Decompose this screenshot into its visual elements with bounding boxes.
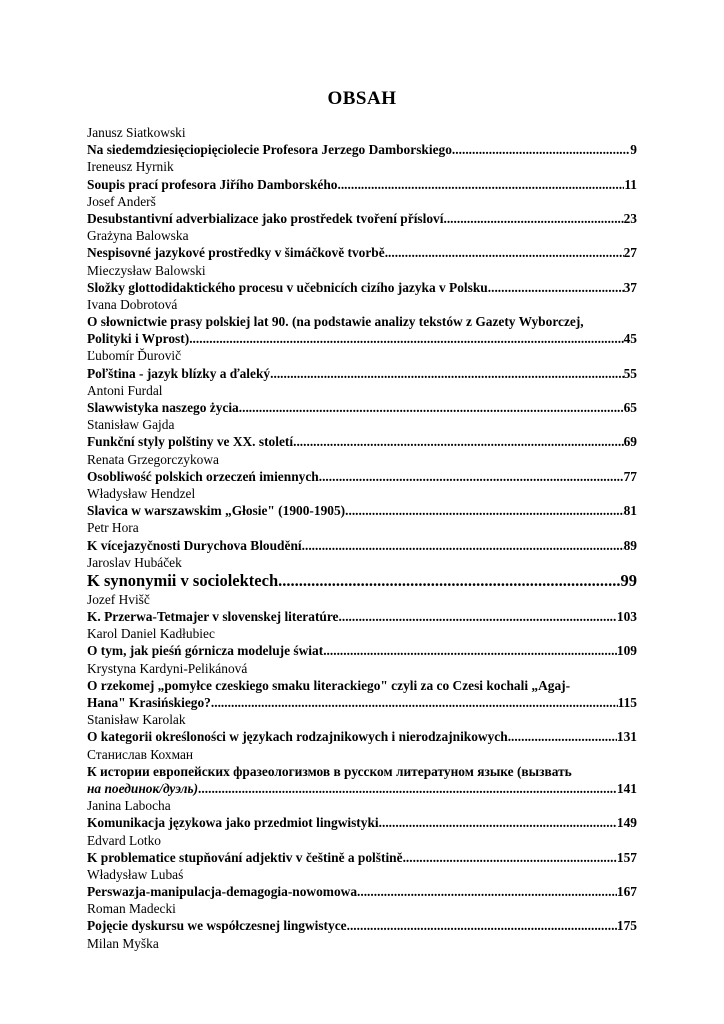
toc-entry-title: K vícejazyčnosti Durychova Bloudění — [87, 537, 302, 553]
toc-entry-title: Perswazja-manipulacja-demagogia-nowomowa — [87, 884, 358, 900]
dot-leader — [319, 468, 624, 485]
toc-entry-title: K synonymii v sociolektech — [87, 570, 279, 590]
toc-entry-title: Pojęcie dyskursu we współczesnej lingwistyce — [87, 918, 347, 934]
toc-entry-title: K. Przerwa-Tetmajer v slovenskej literatúre — [87, 609, 339, 625]
toc-entry[interactable] — [87, 279, 637, 296]
toc-page-number: 89 — [623, 537, 637, 553]
toc-entry[interactable] — [87, 433, 637, 450]
dot-leader — [198, 780, 617, 797]
dot-leader — [302, 537, 624, 554]
dot-leader — [239, 399, 624, 416]
dot-leader — [339, 608, 617, 625]
toc-author: Petr Hora — [87, 520, 139, 536]
toc-page-number: 109 — [616, 643, 637, 659]
toc-author: Grażyna Balowska — [87, 228, 189, 244]
toc-author: Josef Anderš — [87, 193, 156, 209]
toc-author: Ľubomír Ďurovič — [87, 348, 182, 364]
dot-leader — [379, 814, 617, 831]
dot-leader — [345, 502, 623, 519]
page-title: OBSAH — [327, 88, 397, 109]
dot-leader — [211, 694, 618, 711]
toc-entry-title: Hana" Krasińskiego? — [87, 695, 211, 710]
toc-author: Edvard Lotko — [87, 832, 162, 848]
toc-page-number: 81 — [623, 503, 637, 519]
toc-entry[interactable] — [87, 244, 637, 261]
toc-entry[interactable] — [87, 210, 637, 227]
toc-author: Janina Labocha — [87, 798, 171, 814]
toc-entry-title: Funkční styly polštiny ve XX. století — [87, 434, 294, 450]
dot-leader — [189, 330, 623, 347]
toc-entry[interactable] — [87, 571, 637, 591]
dot-leader — [508, 728, 617, 745]
toc-entry-title: Nespisovné jazykové prostředky v šimáčkově tvorbě — [87, 245, 385, 261]
dot-leader — [488, 279, 624, 296]
toc-page-number: 175 — [616, 918, 637, 934]
toc-entry-title: Osobliwość polskich orzeczeń imiennych — [87, 468, 319, 484]
toc-author: Roman Madecki — [87, 901, 176, 917]
toc-author: Władysław Hendzel — [87, 485, 196, 501]
toc-page-number: 149 — [616, 815, 637, 831]
toc-page-number: 65 — [623, 400, 637, 415]
toc-entry-title: Na siedemdziesięciopięciolecie Profesora Jerzego Damborskiego — [87, 142, 452, 158]
toc-author: Krystyna Kardyni-Pelikánová — [87, 660, 248, 676]
toc-page-number: 141 — [616, 780, 637, 796]
toc-page-number: 131 — [616, 729, 637, 745]
toc-author: Stanisław Karolak — [87, 712, 186, 728]
toc-entry-title-line: К истории европейских фразеологизмов в русском литератуном языке (вызвать — [87, 763, 572, 779]
toc-author: Станислав Кохман — [87, 746, 194, 762]
toc-entry[interactable] — [87, 313, 637, 347]
toc-entry[interactable] — [87, 365, 637, 382]
toc-entry-title: K problematice stupňování adjektiv v češtině a polštině — [87, 849, 403, 865]
toc-entry-title: O tym, jak pieśń górnicza modeluje świat — [87, 643, 324, 659]
toc-entry-title: Slawwistyka naszego życia — [87, 400, 239, 415]
toc-page-number: 77 — [623, 468, 637, 484]
toc-entry[interactable] — [87, 728, 637, 745]
toc-page-number: 157 — [616, 849, 637, 865]
toc-page-number: 115 — [617, 695, 637, 710]
toc-page-number: 99 — [620, 570, 637, 590]
toc-page-number: 23 — [623, 210, 637, 226]
toc-page-number: 55 — [623, 365, 637, 381]
toc-entry-title: Soupis prací profesora Jiřího Damborského — [87, 176, 338, 192]
toc-entry-title: Složky glottodidaktického procesu v učebnicích cizího jazyka v Polsku — [87, 279, 488, 295]
toc-page-number: 11 — [624, 176, 637, 192]
dot-leader — [385, 244, 624, 261]
toc-entry[interactable] — [87, 814, 637, 831]
toc-entry[interactable] — [87, 141, 637, 158]
toc-entry[interactable] — [87, 502, 637, 519]
toc-entry[interactable] — [87, 176, 637, 193]
toc-author: Janusz Siatkowski — [87, 125, 186, 140]
toc-author: Renata Grzegorczykowa — [87, 451, 219, 467]
toc-author: Jaroslav Hubáček — [87, 554, 182, 570]
toc-list — [87, 124, 637, 952]
toc-entry[interactable] — [87, 642, 637, 659]
toc-entry[interactable] — [87, 468, 637, 485]
toc-entry[interactable] — [87, 677, 637, 711]
toc-entry[interactable] — [87, 608, 637, 625]
toc-page-number: 167 — [616, 884, 637, 900]
dot-leader — [347, 917, 617, 934]
toc-entry-title: Slavica w warszawskim „Głosie" (1900-1905) — [87, 503, 346, 519]
dot-leader — [443, 210, 623, 227]
toc-entry-title: на поединок/дуэль) — [87, 780, 199, 796]
toc-entry[interactable] — [87, 399, 637, 416]
dot-leader — [293, 433, 624, 450]
toc-entry[interactable] — [87, 763, 637, 797]
toc-author: Karol Daniel Kadłubiec — [87, 626, 215, 642]
dot-leader — [337, 176, 624, 193]
dot-leader — [323, 642, 617, 659]
toc-entry-title: Poľština - jazyk blízky a ďaleký — [87, 365, 271, 381]
toc-author: Władysław Lubaś — [87, 866, 184, 882]
toc-author: Mieczysław Balowski — [87, 262, 206, 278]
toc-entry-title: Komunikacja językowa jako przedmiot lingwistyki — [87, 815, 379, 831]
toc-entry[interactable] — [87, 849, 637, 866]
toc-page-number: 27 — [623, 245, 637, 261]
toc-author: Jozef Hvišč — [87, 591, 150, 607]
toc-page-number: 69 — [623, 434, 637, 450]
toc-author: Antoni Furdal — [87, 382, 163, 398]
toc-page-number: 45 — [623, 331, 637, 347]
dot-leader — [452, 141, 630, 158]
dot-leader — [270, 365, 623, 382]
dot-leader — [278, 571, 620, 591]
toc-entry-title-line: O słownictwie prasy polskiej lat 90. (na podstawie analizy tekstów z Gazety Wyborczej, — [87, 314, 584, 330]
dot-leader — [357, 883, 617, 900]
toc-entry-title-line: O rzekomej „pomyłce czeskiego smaku literackiego" czyli za co Czesi kochali „Agaj- — [87, 677, 571, 693]
toc-entry[interactable] — [87, 883, 637, 900]
toc-entry[interactable] — [87, 537, 637, 554]
toc-entry[interactable] — [87, 917, 637, 934]
dot-leader — [403, 849, 617, 866]
toc-author: Stanisław Gajda — [87, 417, 175, 433]
toc-author: Ivana Dobrotová — [87, 296, 178, 312]
toc-page-number: 103 — [616, 609, 637, 625]
toc-entry-title: O kategorii określoności w językach rodzajnikowych i nierodzajnikowych — [87, 729, 508, 745]
toc-page-number: 37 — [623, 279, 637, 295]
toc-author: Milan Myška — [87, 935, 159, 951]
toc-author: Ireneusz Hyrnik — [87, 159, 174, 175]
toc-page-number: 9 — [630, 142, 637, 158]
toc-entry-title: Polityki i Wprost) — [87, 331, 190, 347]
toc-entry-title: Desubstantivní adverbializace jako prostředek tvoření přísloví — [87, 210, 444, 226]
